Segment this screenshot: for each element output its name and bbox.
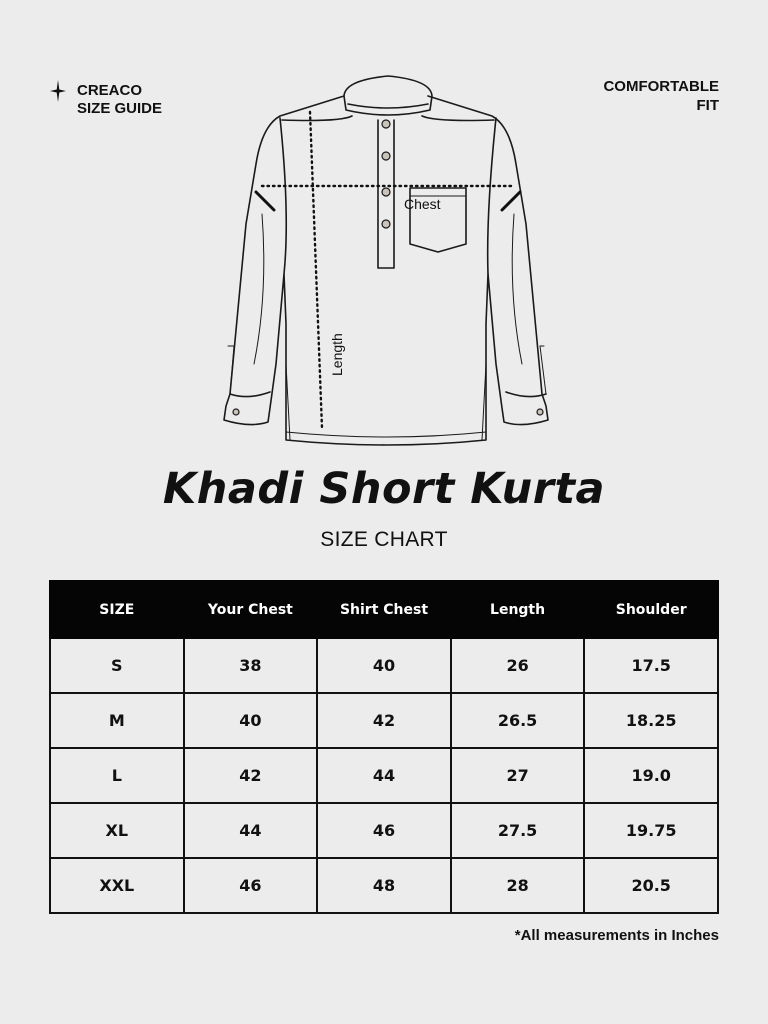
fit-line-2: FIT	[696, 97, 719, 114]
page-subtitle: SIZE CHART	[320, 528, 448, 551]
chest-label: Chest	[404, 196, 441, 212]
cell-your-chest: 46	[184, 858, 318, 913]
cell-length: 27.5	[451, 803, 585, 858]
kurta-diagram	[210, 64, 566, 456]
cell-size: L	[50, 748, 184, 803]
page-title: Khadi Short Kurta	[162, 464, 606, 514]
right-cuff	[506, 392, 546, 397]
left-cuff	[230, 392, 270, 397]
measurement-note: *All measurements in Inches	[514, 927, 719, 944]
kurta-body-outline	[224, 96, 548, 445]
header-shoulder: Shoulder	[584, 581, 718, 638]
cell-length: 26.5	[451, 693, 585, 748]
cell-size: XL	[50, 803, 184, 858]
header-size: SIZE	[50, 581, 184, 638]
header-shirt-chest: Shirt Chest	[317, 581, 451, 638]
cell-shirt-chest: 42	[317, 693, 451, 748]
cell-shirt-chest: 46	[317, 803, 451, 858]
cell-your-chest: 44	[184, 803, 318, 858]
collar	[344, 76, 432, 115]
cell-length: 28	[451, 858, 585, 913]
sparkle-icon	[50, 80, 66, 102]
cell-shoulder: 19.75	[584, 803, 718, 858]
brand-line-2: SIZE GUIDE	[77, 100, 163, 117]
header-length: Length	[451, 581, 585, 638]
cell-size: S	[50, 638, 184, 693]
table-row	[50, 858, 718, 913]
brand-name	[77, 82, 162, 118]
table-row	[50, 748, 718, 803]
cell-length: 27	[451, 748, 585, 803]
cell-shirt-chest: 40	[317, 638, 451, 693]
cell-shirt-chest: 44	[317, 748, 451, 803]
cell-length: 26	[451, 638, 585, 693]
cell-size: M	[50, 693, 184, 748]
table-row	[50, 638, 718, 693]
length-label: Length	[329, 333, 345, 376]
length-measure-line	[310, 112, 322, 428]
cell-shoulder: 20.5	[584, 858, 718, 913]
fit-line-1: COMFORTABLE	[603, 78, 719, 95]
cell-your-chest: 40	[184, 693, 318, 748]
cell-shoulder: 18.25	[584, 693, 718, 748]
cell-shoulder: 17.5	[584, 638, 718, 693]
table-row	[50, 693, 718, 748]
header-your-chest: Your Chest	[184, 581, 318, 638]
cell-size: XXL	[50, 858, 184, 913]
fit-label	[603, 77, 719, 115]
cell-shirt-chest: 48	[317, 858, 451, 913]
brand-line-1: CREACO	[77, 82, 143, 99]
cell-shoulder: 19.0	[584, 748, 718, 803]
table-header-row	[50, 581, 718, 638]
cell-your-chest: 42	[184, 748, 318, 803]
table-row	[50, 803, 718, 858]
cell-your-chest: 38	[184, 638, 318, 693]
size-chart-table	[49, 580, 719, 914]
